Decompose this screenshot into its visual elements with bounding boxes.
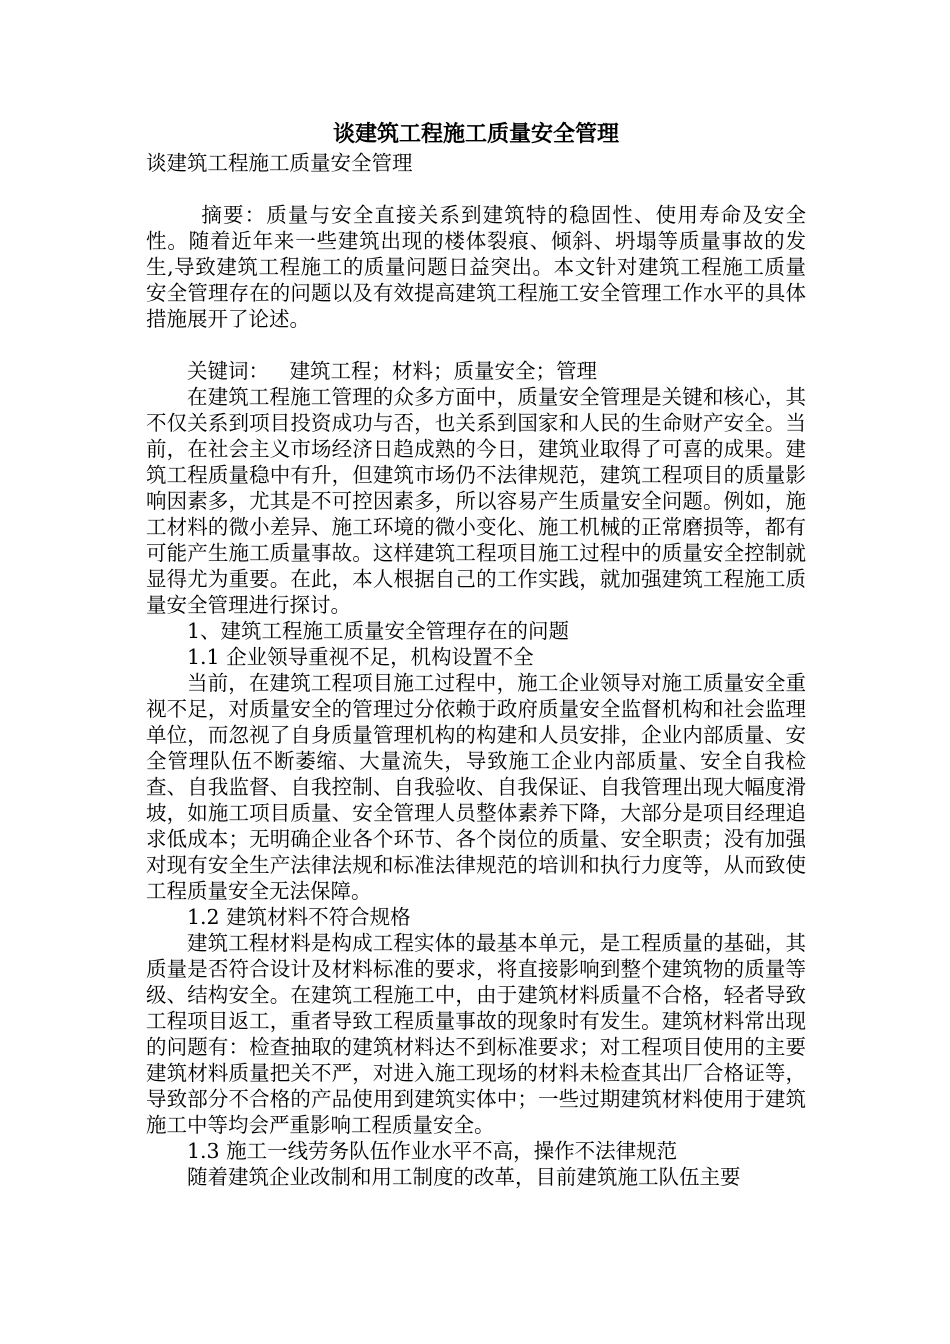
section-1-1-heading: 1.1 企业领导重视不足，机构设置不全 (187, 645, 534, 669)
keywords-text: 建筑工程；材料；质量安全；管理 (289, 359, 597, 383)
abstract-paragraph: 摘要：质量与安全直接关系到建筑特的稳固性、使用寿命及安全性。随着近年来一些建筑出现的楼体裂痕、倾斜、坍塌等质量事故的发生,导致建筑工程施工的质量问题日益突出。本文针对建筑工程施工质量安全管理存在的问题以及有效提高建筑工程施工安全管理工作水平的具体措施展开了论述。 (146, 203, 806, 331)
intro-paragraph: 在建筑工程施工管理的众多方面中，质量安全管理是关键和核心，其不仅关系到项目投资成功与否，也关系到国家和人民的生命财产安全。当前，在社会主义市场经济日趋成熟的今日，建筑业取得了可喜的成果。建筑工程质量稳中有升，但建筑市场仍不法律规范，建筑工程项目的质量影响因素多，尤其是不可控因素多，所以容易产生质量安全问题。例如，施工材料的微小差异、施工环境的微小变化、施工机械的正常磨损等，都有可能产生施工质量事故。这样建筑工程项目施工过程中的质量安全控制就显得尤为重要。在此，本人根据自己的工作实践，就加强建筑工程施工质量安全管理进行探讨。 (146, 385, 806, 617)
section-1-2-paragraph: 建筑工程材料是构成工程实体的最基本单元，是工程质量的基础，其质量是否符合设计及材料标准的要求，将直接影响到整个建筑物的质量等级、结构安全。在建筑工程施工中，由于建筑材料质量不合格，轻者导致工程项目返工，重者导致工程质量事故的现象时有发生。建筑材料常出现的问题有：检查抽取的建筑材料达不到标准要求；对工程项目使用的主要建筑材料质量把关不严，对进入施工现场的材料未检查其出厂合格证等，导致部分不合格的产品使用到建筑实体中；一些过期建筑材料使用于建筑施工中等均会严重影响工程质量安全。 (146, 931, 806, 1137)
keywords-label: 关键词： (187, 359, 269, 383)
section-1-2-heading: 1.2 建筑材料不符合规格 (187, 905, 411, 929)
section-1-1-paragraph: 当前，在建筑工程项目施工过程中，施工企业领导对施工质量安全重视不足，对质量安全的管理过分依赖于政府质量安全监督机构和社会监理单位，而忽视了自身质量管理机构的构建和人员安排，企业内部质量、安全管理队伍不断萎缩、大量流失，导致施工企业内部质量、安全自我检查、自我监督、自我控制、自我验收、自我保证、自我管理出现大幅度滑坡，如施工项目质量、安全管理人员整体素养下降，大部分是项目经理追求低成本；无明确企业各个环节、各个岗位的质量、安全职责；没有加强对现有安全生产法律法规和标准法律规范的培训和执行力度等，从而致使工程质量安全无法保障。 (146, 671, 806, 903)
keywords-line (146, 358, 806, 384)
section-1-3-paragraph: 随着建筑企业改制和用工制度的改革，目前建筑施工队伍主要 (187, 1165, 741, 1189)
section-1-heading: 1、建筑工程施工质量安全管理存在的问题 (187, 619, 570, 643)
document-subtitle: 谈建筑工程施工质量安全管理 (146, 151, 413, 175)
section-1-3-heading: 1.3 施工一线劳务队伍作业水平不高，操作不法律规范 (187, 1139, 678, 1163)
document-title: 谈建筑工程施工质量安全管理 (332, 121, 619, 147)
document-page (146, 118, 806, 1190)
